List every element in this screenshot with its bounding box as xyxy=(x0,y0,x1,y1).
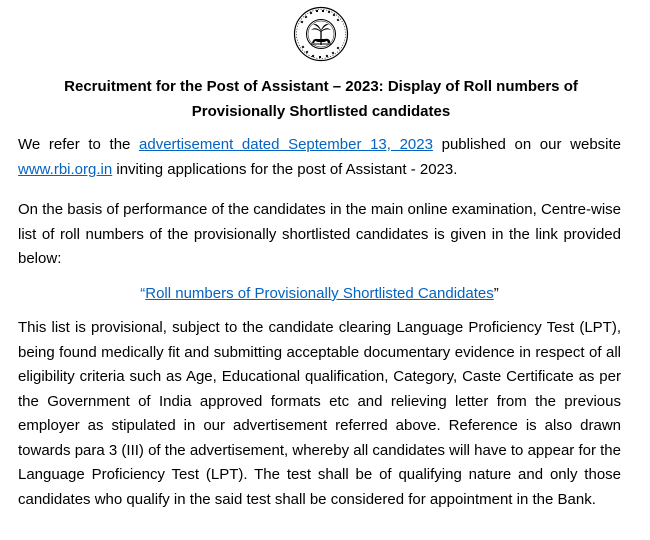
roll-numbers-link[interactable]: Roll numbers of Provisionally Shortlisted Candidates xyxy=(145,285,494,302)
page-title xyxy=(18,75,624,124)
shortlist-paragraph: On the basis of performance of the candidates in the main online examination, Centre-wise list of roll numbers of the provisionally shortlisted candidates is given in the link provided below: xyxy=(18,201,621,267)
intro-paragraph xyxy=(18,133,621,182)
rbi-website-link[interactable]: www.rbi.org.in xyxy=(18,160,113,178)
provisional-list-paragraph: This list is provisional, subject to the candidate clearing Language Proficiency Test (LPT), being found medically fit and submitting acceptable documentary evidence in respect of all eligibility criteria such as Age, Educational qualification, Category, Caste Certificate as per the Government of India approved formats etc and relieving letter from the previous employer as stipulated in our advertisement referred above. Reference is also drawn towards para 3 (III) of the advertisement, whereby all candidates will have to appear for the Language Proficiency Test (LPT). The test shall be of qualifying nature and only those candidates who qualify in the said test shall be considered for appointment in the Bank. xyxy=(18,319,621,508)
intro-text-before: We refer to the xyxy=(18,136,140,153)
intro-text-after: inviting applications for the post of Assistant - 2023. xyxy=(112,160,458,178)
advertisement-link[interactable]: advertisement dated September 13, 2023 xyxy=(139,136,433,153)
rbi-emblem-icon xyxy=(293,6,349,62)
title-line-2: Provisionally Shortlisted candidates xyxy=(191,102,451,120)
intro-text-mid: published on our website xyxy=(432,136,621,153)
roll-numbers-link-line xyxy=(18,282,621,307)
open-quote: “ xyxy=(140,285,146,302)
rbi-emblem-svg xyxy=(293,6,349,62)
close-quote: ” xyxy=(493,285,499,302)
title-line-1: Recruitment for the Post of Assistant – 2023: Display of Roll numbers of xyxy=(64,78,578,95)
